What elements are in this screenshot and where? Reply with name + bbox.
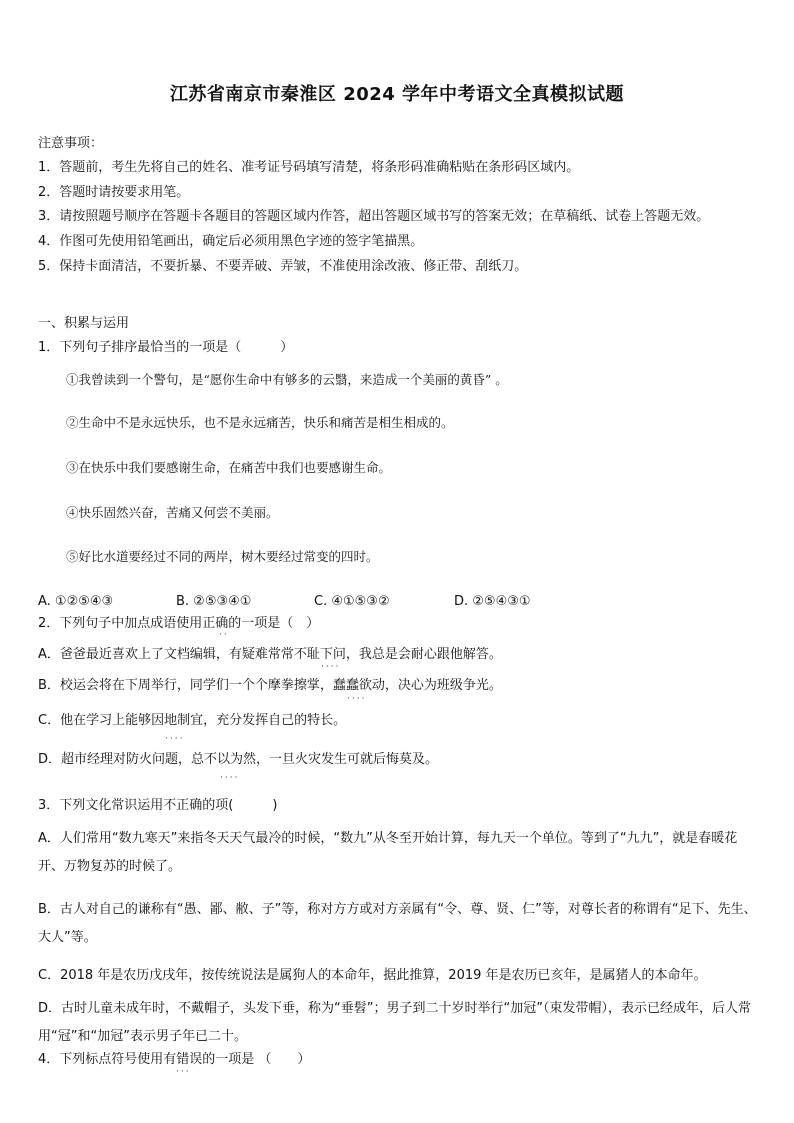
- emphasis-dots: ····: [347, 694, 367, 704]
- notes-heading: 注意事项：: [38, 136, 104, 151]
- question-1-stem: 1．下列句子排序最恰当的一项是（ ）: [38, 340, 294, 355]
- q3-option-c: C．2018 年是农历戊戌年，按传统说法是属狗人的本命年，据此推算，2019 年是农历已亥年，是属猪人的本命年。: [38, 968, 707, 983]
- q1-sentence: ②生命中不是永远快乐，也不是永远痛苦，快乐和痛苦是相生相成的。: [66, 415, 454, 430]
- note-item: 1．答题前，考生先将自己的姓名、准考证号码填写清楚，将条形码准确粘贴在条形码区域内。: [38, 160, 580, 175]
- question-3-stem: 3．下列文化常识运用不正确的项( ): [38, 798, 278, 813]
- note-item: 3．请按照题号顺序在答题卡各题目的答题区域内作答，超出答题区域书写的答案无效；在草稿纸、试卷上答题无效。: [38, 209, 710, 224]
- q1-option-b: B. ②⑤③④①: [176, 594, 252, 609]
- section-heading: 一、积累与运用: [38, 316, 130, 331]
- question-2-stem: 2．下列句子中加点成语使用正确的一项是（ ）: [38, 616, 320, 631]
- emphasis-dots: ···: [176, 1067, 191, 1077]
- q2-option-d: D．超市经理对防火问题，总不以为然，一旦火灾发生可就后悔莫及。: [38, 752, 439, 767]
- q2-option-a: A．爸爸最近喜欢上了文档编辑，有疑难常常不耻下问，我总是会耐心跟他解答。: [38, 647, 502, 662]
- emphasis-dots: ····: [220, 773, 240, 783]
- q1-sentence: ⑤好比水道要经过不同的两岸，树木要经过常变的四时。: [66, 549, 379, 564]
- q1-sentence: ①我曾读到一个警句，是“愿你生命中有够多的云翳，来造成一个美丽的黄昏” 。: [66, 372, 508, 387]
- q1-sentence: ③在快乐中我们要感谢生命，在痛苦中我们也要感谢生命。: [66, 460, 392, 475]
- emphasis-dots: ····: [165, 734, 185, 744]
- q3-option-d: D．古时儿童未成年时，不戴帽子，头发下垂，称为“垂髫”；男子到二十岁时举行“加冠”（束发带帽），表示已经成年，后人常用“冠”和“加冠”表示男子年已二十。: [38, 1001, 751, 1044]
- note-item: 5．保持卡面清洁，不要折暴、不要弄破、弄皱，不准使用涂改液、修正带、刮纸刀。: [38, 259, 528, 274]
- emphasis-dots: ··: [219, 630, 229, 640]
- note-item: 2．答题时请按要求用笔。: [38, 185, 190, 200]
- note-item: 4．作图可先使用铅笔画出，确定后必须用黑色字迹的签字笔描黑。: [38, 234, 424, 249]
- q3-option-a: A．人们常用“数九寒天”来指冬天天气最冷的时候，“数九”从冬至开始计算，每九天一个单位。等到了“九九”，就是春暖花开、万物复苏的时候了。: [38, 831, 738, 874]
- q1-option-d: D. ②⑤④③①: [454, 594, 531, 609]
- q1-sentence: ④快乐固然兴奋，苦痛又何尝不美丽。: [66, 505, 279, 520]
- emphasis-dots: ····: [321, 662, 341, 672]
- q2-option-b: B．校运会将在下周举行，同学们一个个摩拳擦掌，蠢蠢欲动，决心为班级争光。: [38, 678, 502, 693]
- q1-option-c: C. ④①⑤③②: [314, 594, 390, 609]
- q2-option-c: C．他在学习上能够因地制宜，充分发挥自己的特长。: [38, 713, 347, 728]
- question-4-stem: 4．下列标点符号使用有错误的一项是 （ ）: [38, 1052, 311, 1067]
- page-title: 江苏省南京市秦淮区 2024 学年中考语文全真模拟试题: [169, 84, 625, 105]
- q1-option-a: A. ①②⑤④③: [38, 594, 114, 609]
- q3-option-b: B．古人对自己的谦称有“愚、鄙、敝、子”等，称对方方或对方亲属有“令、尊、贤、仁”等，对尊长者的称谓有“足下、先生、大人”等。: [38, 902, 757, 945]
